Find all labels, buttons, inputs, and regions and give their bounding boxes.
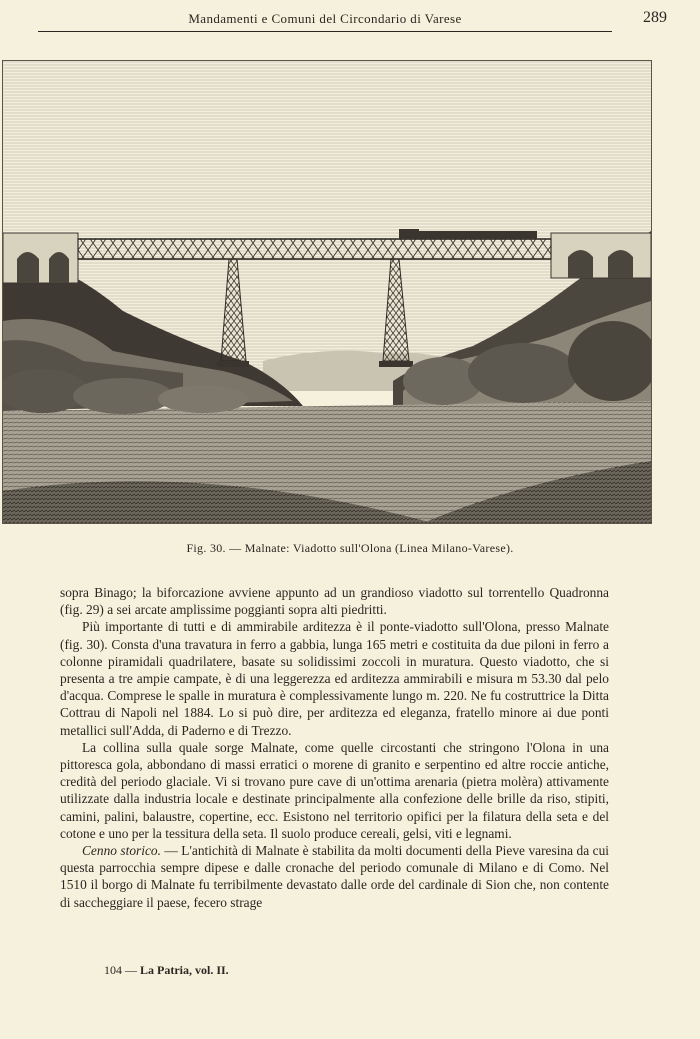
viaduct-engraving [2,60,652,524]
paragraph-text: — L'antichità di Malnate è stabilita da molti documenti della Pieve varesina da cui questa parrocchia sempre dipese e dalle cronache del periodo comunale di Milano e di Como. Nel 1510 il borgo di Malnate fu terribilmente devastato dalle orde del cardinale di Sion che, non contente di saccheggiare il paese, fecero strage [60,843,609,910]
running-header [38,9,667,32]
paragraph [60,842,609,911]
publication-title: La Patria, vol. II. [140,963,229,977]
figure-caption: Fig. 30. — Malnate: Viadotto sull'Olona (Linea Milano-Varese). [186,541,514,555]
article-body [60,584,609,911]
running-title: Mandamenti e Comuni del Circondario di Varese [188,11,462,26]
signature-mark: 104 — [104,963,137,977]
viaduct-illustration [3,61,651,523]
footer-signature [104,963,229,978]
page-number: 289 [643,9,667,26]
paragraph: sopra Binago; la biforcazione avviene appunto ad un grandioso viadotto sul torrentello Quadronna (fig. 29) a sei arcate amplissime poggianti sopra alti piedritti. [60,585,609,618]
paragraph: Più importante di tutti e di ammirabile arditezza è il ponte-viadotto sull'Olona, presso Malnate (fig. 30). Consta d'una travatura in ferro a gabbia, lunga 165 metri e costituita da due piloni in ferro a colonne piramidali quadrilatere, basate su solidissimi zoccoli in muratura. Questo viadotto, che si presenta a tre ampie campate, è di una leggerezza ed arditezza ammirabili e misura m 53.30 dal pelo d'acqua. Comprese le spalle in muratura è complessivamente lungo m. 220. Ne fu costruttrice la Ditta Cottrau di Napoli nel 1884. Lo si può dire, per arditezza ed eleganza, fratello minore ai due ponti metallici sull'Adda, di Paderno e di Trezzo. [60,619,609,738]
section-lead: Cenno storico. [82,843,161,859]
paragraph: La collina sulla quale sorge Malnate, come quelle circostanti che stringono l'Olona in una pittoresca gola, abbondano di massi erratici o morene di granito e serpentino ed altre roccie antiche, credità del periodo glaciale. Vi si trovano pure cave di un'ottima arenaria (pietra molèra) attivamente utilizzate dalla industria locale e destinate principalmente alla confezione delle brille da riso, stipiti, camini, palini, balaustre, copertine, ecc. Esistono nel territorio opifici per la filatura della seta e del cotone e uno per la tessitura della seta. Il suolo produce cereali, gelsi, viti e legnami. [60,739,609,841]
